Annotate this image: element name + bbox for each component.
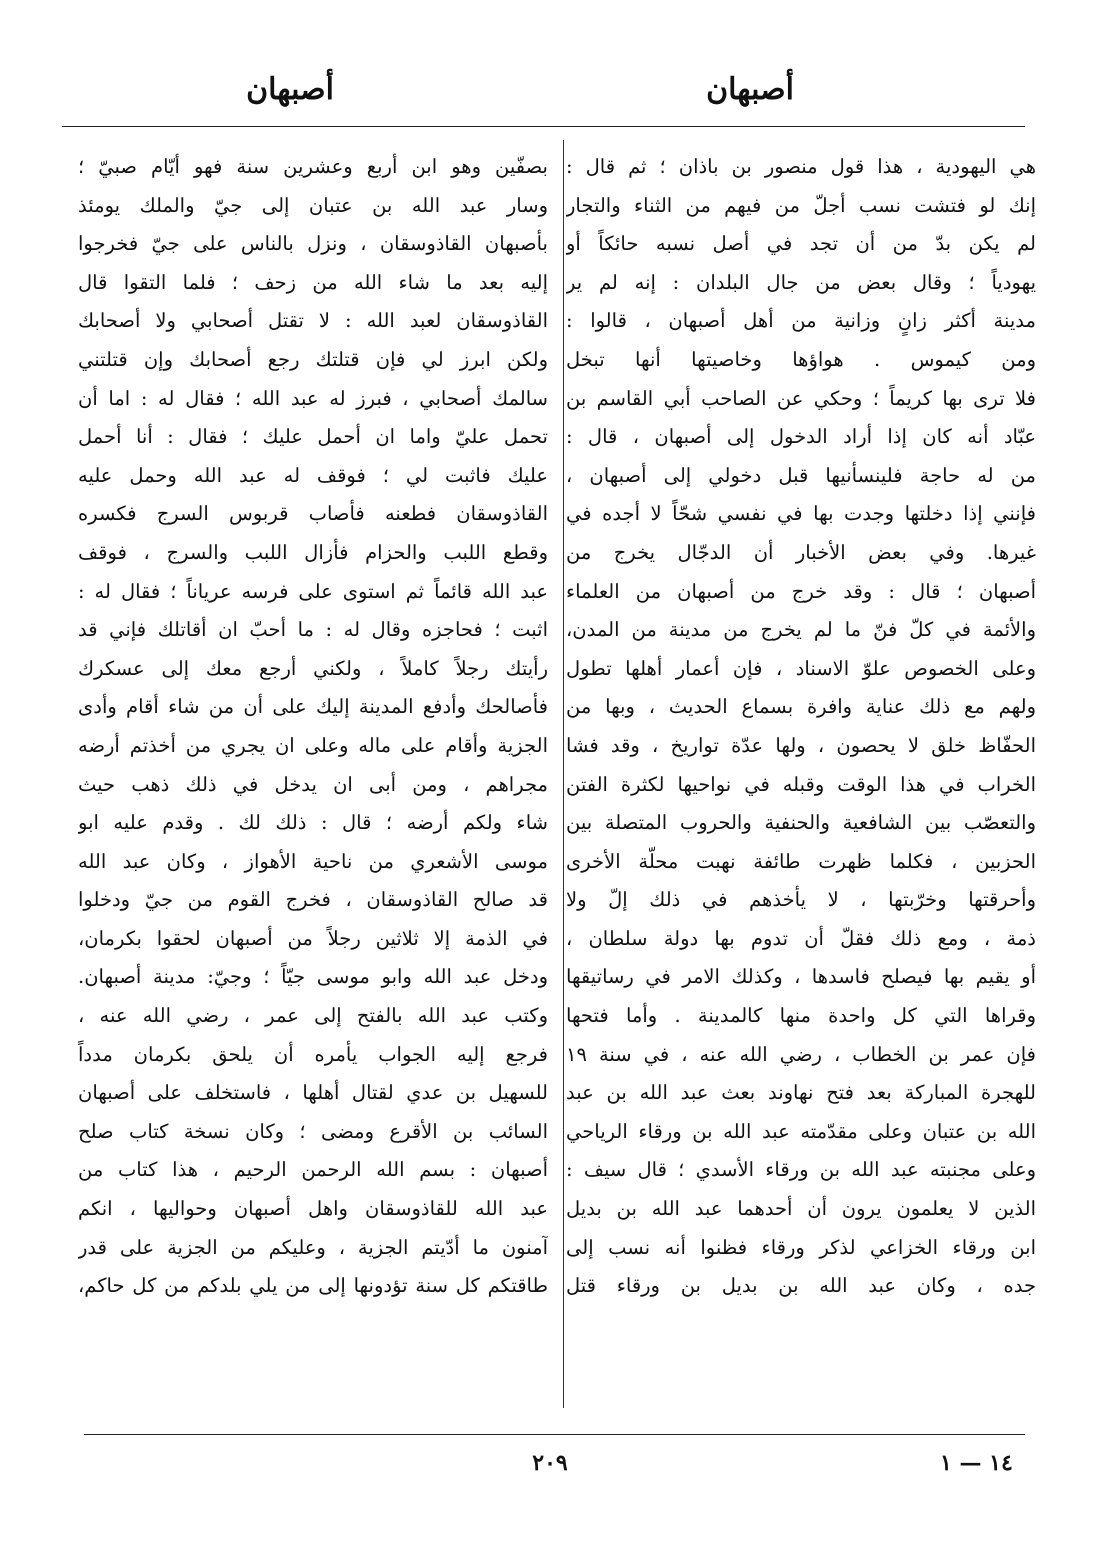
- text-line: ابن ورقاء الخزاعي لذكر ورقاء فظنوا أنه نسب إلى: [566, 1235, 1036, 1259]
- text-line: أصبهان ؛ قال : وقد خرج من أصبهان من العلماء: [566, 579, 1036, 603]
- text-line: عبّاد أنه كان إذا أراد الدخول إلى أصبهان ، قال :: [566, 425, 1036, 449]
- left-column: [78, 148, 548, 1410]
- text-line: أو يقيم بها فيصلح فاسدها ، وكذلك الامر في رساتيقها: [566, 965, 1036, 989]
- text-line: يهودياً ؛ وقال بعض من جال البلدان : إنه لم ير: [566, 270, 1036, 294]
- text-line: بصفّين وهو ابن أربع وعشرين سنة فهو أيّام صبيّ ؛: [78, 155, 548, 178]
- text-line: هي اليهودية ، هذا قول منصور بن باذان ؛ ثم قال :: [566, 155, 1036, 178]
- text-line: الله بن عتبان وعلى مقدّمته عبد الله بن ورقاء الرياحي: [566, 1119, 1036, 1143]
- text-line: موسى الأشعري من ناحية الأهواز ، وكان عبد الله: [78, 849, 548, 873]
- text-line: للهجرة المباركة بعد فتح نهاوند بعث عبد الله بن عبد: [566, 1081, 1036, 1105]
- text-line: تحمل عليّ واما ان أحمل عليك ؛ فقال : أنا أحمل: [78, 425, 548, 449]
- text-line: شاء ولكم أرضه ؛ قال : ذلك لك . وقدم عليه ابو: [78, 811, 548, 835]
- text-line: عبد الله قائماً ثم استوى على فرسه عرياناً ؛ فقال له :: [78, 579, 548, 603]
- text-line: السائب بن الأقرع ومضى ؛ وكان نسخة كتاب صلح: [78, 1119, 548, 1143]
- text-line: الذين لا يعلمون يرون أن أحدهما عبد الله بن بديل: [566, 1197, 1036, 1221]
- column-divider: [563, 140, 564, 1408]
- running-header-right: أصبهان: [706, 72, 794, 107]
- text-line: بأصبهان القاذوسقان ، ونزل بالناس على جيّ فخرجوا: [78, 232, 548, 256]
- page-number: ٢٠٩: [532, 1450, 568, 1476]
- text-line: القاذوسقان لعبد الله : لا تقتل أصحابي ولا أصحابك: [78, 309, 548, 333]
- text-line: والتعصّب بين الشافعية والحنفية والحروب المتصلة بين: [566, 811, 1036, 835]
- text-line: فرجع إليه الجواب يأمره أن يلحق بكرمان مدداً: [78, 1042, 548, 1066]
- text-line: عليك فاثبت لي ؛ فوقف له عبد الله وحمل عليه: [78, 463, 548, 487]
- text-line: إليه بعد ما شاء الله من زحف ؛ فلما التقوا قال: [78, 270, 548, 294]
- text-line: وكتب عبد الله بالفتح إلى عمر ، رضي الله عنه ،: [78, 1004, 548, 1028]
- text-line: وسار عبد الله بن عتبان إلى جيّ والملك يومئذ: [78, 193, 548, 217]
- text-line: مدينة أكثر زانٍ وزانية من أهل أصبهان ، قالوا :: [566, 309, 1036, 333]
- text-line: وقطع اللبب والحزام فأزال اللبب والسرج ، فوقف: [78, 540, 548, 564]
- text-line: مجراهم ، ومن أبى ان يدخل في ذلك ذهب حيث: [78, 772, 548, 796]
- text-line: الحفّاظ خلق لا يحصون ، ولها عدّة تواريخ ، وقد فشا: [566, 733, 1036, 757]
- text-line: وقراها التي كل واحدة منها كالمدينة . وأما فتحها: [566, 1004, 1036, 1028]
- text-line: وعلى الخصوص علوّ الاسناد ، فإن أعمار أهلها تطول: [566, 656, 1036, 680]
- text-line: الحزبين ، فكلما ظهرت طائفة نهبت محلّة الأخرى: [566, 849, 1036, 873]
- text-line: فلا ترى بها كريماً ؛ وحكي عن الصاحب أبي القاسم بن: [566, 386, 1036, 410]
- text-line: اثبت ؛ فحاجزه وقال له : ما أحبّ ان أقاتلك فإني قد: [78, 618, 548, 642]
- text-line: قد صالح القاذوسقان ، فخرج القوم من جيّ ودخلوا: [78, 888, 548, 912]
- text-line: رأيتك رجلاً كاملاً ، ولكني أرجع معك إلى عسكرك: [78, 656, 548, 680]
- text-line: والأئمة في كلّ فنّ ما لم يخرج من مدينة من المدن،: [566, 618, 1036, 642]
- text-line: آمنون ما أدّيتم الجزية ، وعليكم من الجزية على قدر: [78, 1235, 548, 1259]
- text-line: في الذمة إلا ثلاثين رجلاً من أصبهان لحقوا بكرمان،: [78, 926, 548, 950]
- text-line: طاقتكم كل سنة تؤدونها إلى من يلي بلدكم من كل حاكم،: [78, 1274, 548, 1298]
- text-line: وعلى مجنبته عبد الله بن ورقاء الأسدي ؛ قال سيف :: [566, 1158, 1036, 1182]
- text-line: ولكن ابرز لي فإن قتلتك رجع أصحابك وإن قتلتني: [78, 347, 548, 371]
- running-header-left: أصبهان: [246, 72, 334, 107]
- header-rule: [62, 126, 1025, 127]
- right-column: [566, 148, 1036, 1410]
- text-line: إنك لو فتشت نسب أجلّ من فيهم من الثناء والتجار: [566, 193, 1036, 217]
- text-line: من له حاجة فلينسأنيها قبل دخولي إلى أصبهان ،: [566, 463, 1036, 487]
- text-line: الخراب في هذا الوقت وقبله في نواحيها لكثرة الفتن: [566, 772, 1036, 796]
- text-line: القاذوسقان فطعنه فأصاب قربوس السرج فكسره: [78, 502, 548, 526]
- text-line: الجزية وأقام على ماله وعلى ان يجري من أخذتم أرضه: [78, 733, 548, 757]
- text-line: أصبهان : بسم الله الرحمن الرحيم ، هذا كتاب من: [78, 1158, 548, 1182]
- footer-rule: [84, 1434, 1025, 1435]
- text-line: سالمك أصحابي ، فبرز له عبد الله ؛ فقال له : اما أن: [78, 386, 548, 410]
- text-line: ودخل عبد الله وابو موسى جيّاً ؛ وجيّ: مدينة أصبهان.: [78, 965, 548, 989]
- text-line: فأصالحك وأدفع المدينة إليك على أن من شاء أقام وأدى: [78, 695, 548, 719]
- text-line: فإنني إذا دخلتها وجدت بها في نفسي شحّاً لا أجده في: [566, 502, 1036, 526]
- text-line: وأحرقتها وخرّبتها ، لا يأخذهم في ذلك إلّ ولا: [566, 888, 1036, 912]
- text-line: فإن عمر بن الخطاب ، رضي الله عنه ، في سنة ١٩: [566, 1042, 1036, 1066]
- text-line: عبد الله للقاذوسقان واهل أصبهان وحواليها ، انكم: [78, 1197, 548, 1221]
- text-line: ذمة ، ومع ذلك فقلّ أن تدوم بها دولة سلطان ،: [566, 926, 1036, 950]
- text-line: ولهم مع ذلك عناية وافرة بسماع الحديث ، وبها من: [566, 695, 1036, 719]
- signature-mark: ١٤ — ١: [940, 1450, 1013, 1476]
- text-line: جده ، وكان عبد الله بن بديل بن ورقاء قتل: [566, 1274, 1036, 1298]
- text-line: غيرها. وفي بعض الأخبار أن الدجّال يخرج من: [566, 540, 1036, 564]
- text-line: ومن كيموس . هواؤها وخاصيتها أنها تبخل: [566, 347, 1036, 371]
- text-line: لم يكن بدّ من أن تجد في أصل نسبه حائكاً أو: [566, 232, 1036, 256]
- text-line: للسهيل بن عدي لقتال أهلها ، فاستخلف على أصبهان: [78, 1081, 548, 1105]
